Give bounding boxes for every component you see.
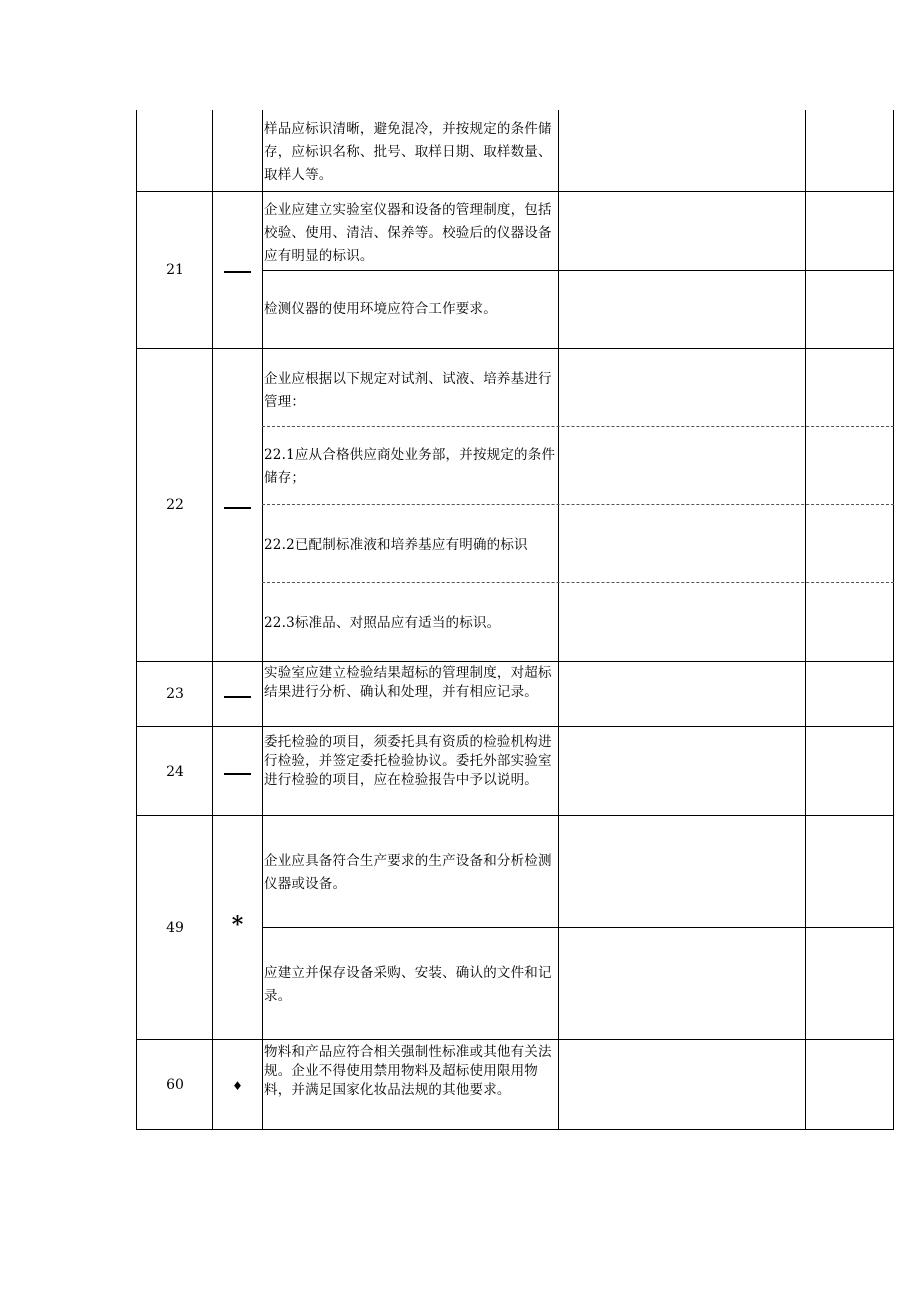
requirement-text: 企业应具备符合生产要求的生产设备和分析检测仪器或设备。 <box>264 853 552 892</box>
item-number: 23 <box>166 686 184 702</box>
requirement-text: 22.2已配制标准液和培养基应有明确的标识 <box>264 537 528 553</box>
mark-dash-value <box>229 686 230 687</box>
requirement-text: 委托检验的项目，须委托具有资质的检验机构进行检验，并签定委托检验协议。委托外部实验室进行检验的项目，应在检验报告中予以说明。 <box>264 734 552 788</box>
mark-dash-value <box>229 764 230 765</box>
mark-dash-icon <box>224 773 251 775</box>
requirement-text: 企业应根据以下规定对试剂、试液、培养基进行管理： <box>264 371 552 410</box>
requirement-text: 应建立并保存设备采购、安装、确认的文件和记录。 <box>264 965 552 1004</box>
row-separator <box>136 191 894 192</box>
row-separator <box>136 815 894 816</box>
diamond-mark-icon: ♦ <box>232 1079 243 1093</box>
row-separator <box>136 1039 894 1040</box>
requirement-text: 实验室应建立检验结果超标的管理制度，对超标结果进行分析、确认和处理，并有相应记录。 <box>264 665 552 700</box>
requirement-text: 检测仪器的使用环境应符合工作要求。 <box>264 301 497 317</box>
subrow-separator <box>262 504 894 505</box>
requirement-text: 企业应建立实验室仪器和设备的管理制度，包括校验、使用、清洁、保养等。校验后的仪器设备应有明显的标识。 <box>264 202 552 264</box>
mark-dash-value <box>229 497 230 498</box>
star-mark-icon: * <box>231 912 244 938</box>
item-number: 21 <box>166 262 184 278</box>
mark-dash-value <box>229 262 230 263</box>
requirement-text: 物料和产品应符合相关强制性标准或其他有关法规。企业不得使用禁用物料及超标使用限用物料，并满足国家化妆品法规的其他要求。 <box>264 1044 552 1098</box>
requirement-text: 22.3标准品、对照品应有适当的标识。 <box>264 615 501 631</box>
subrow-separator <box>262 582 894 583</box>
table-divider-col4 <box>805 110 806 1130</box>
row-separator <box>136 661 894 662</box>
item-number: 60 <box>166 1077 184 1093</box>
requirement-text: 样品应标识清晰，避免混冷，并按规定的条件储存，应标识名称、批号、取样日期、取样数量、取样人等。 <box>264 121 552 183</box>
requirement-text: 22.1应从合格供应商处业务部，并按规定的条件储存； <box>264 447 556 486</box>
subrow-separator <box>262 426 894 427</box>
item-number: 24 <box>166 764 184 780</box>
table-border-right <box>893 110 894 1130</box>
item-number: 49 <box>166 920 184 936</box>
subrow-separator <box>262 270 894 271</box>
mark-dash-icon <box>224 696 251 698</box>
mark-dash-icon <box>224 507 251 509</box>
mark-dash-icon <box>224 271 251 273</box>
table-divider-col2 <box>262 110 263 1130</box>
subrow-separator <box>262 927 894 928</box>
row-separator <box>136 348 894 349</box>
table-divider-col3 <box>558 110 559 1130</box>
item-number: 22 <box>166 497 184 513</box>
table-border-bottom <box>136 1129 894 1130</box>
row-separator <box>136 726 894 727</box>
